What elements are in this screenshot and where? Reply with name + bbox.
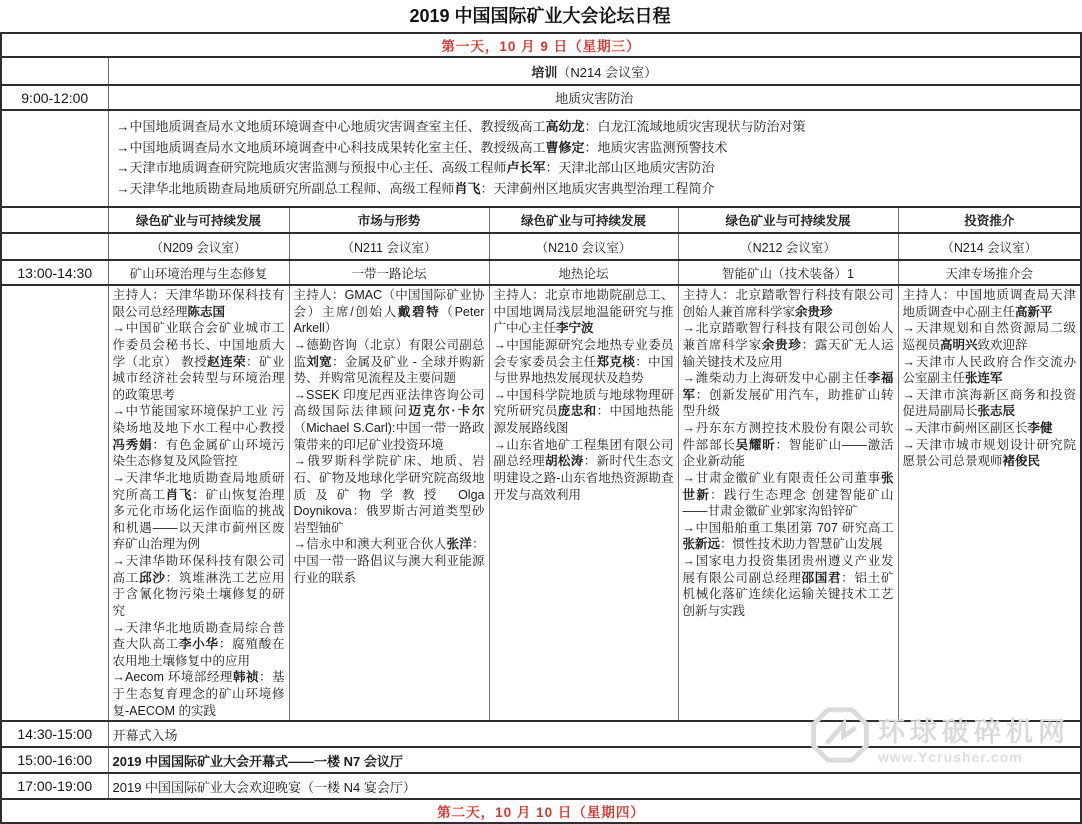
paragraph: →中国矿业联合会矿业城市工作委员会秘书长、中国地质大学（北京） 教授赵连荣：矿业城市经济社会转型与环境治理的政策思考 xyxy=(112,321,285,402)
paragraph: 主持人：北京市地勘院副总工、中国地调局浅层地温能研究与推广中心主任李宁波 xyxy=(493,288,674,336)
paragraph: →潍柴动力上海研发中心副主任李福军：创新发展矿用汽车，助推矿山转型升级 xyxy=(682,371,894,419)
session-title-cell: 智能矿山（技术装备）1 xyxy=(678,260,898,285)
banquet-event-cell: 2019 中国国际矿业大会欢迎晚宴（一楼 N4 宴会厅） xyxy=(108,773,1081,799)
paragraph: →天津华北地质勘查局地质研究所副总工程师、高级工程师肖飞：天津蓟州区地质灾害典型治理工程简介 xyxy=(116,180,715,196)
track-header-row xyxy=(1,207,1081,233)
paragraph: 主持人：GMAC（中国国际矿业协会）主席/创始人戴碧特（Peter Arkell） xyxy=(293,288,485,336)
room-cell: （N211 会议室） xyxy=(289,233,489,260)
watermark-site-url: www.Ycrusher.com xyxy=(878,749,1023,765)
empty-time-cell xyxy=(1,207,108,233)
day2-row xyxy=(1,799,1081,823)
track-header-cell: 市场与形势 xyxy=(289,207,489,233)
paragraph: →天津市人民政府合作交流办公室副主任张连军 xyxy=(902,354,1077,386)
training-title-cell xyxy=(108,57,1081,85)
day1-banner: 第一天，10 月 9 日（星期三） xyxy=(1,33,1081,57)
paragraph: 主持人：北京踏歌智行科技有限公司创始人兼首席科学家余贵珍 xyxy=(682,288,894,319)
day1-row xyxy=(1,33,1081,57)
morning-topic-row xyxy=(1,85,1081,110)
paragraph: →丹东东方测控技术股份有限公司软件部部长吴耀昕：智能矿山——激活企业新动能 xyxy=(682,421,894,469)
paragraph: →甘肃金徽矿业有限责任公司董事张世新：践行生态理念 创建智能矿山——甘肃金徽矿业郭家沟铅锌矿 xyxy=(682,470,894,519)
paragraph: →天津市蓟州区副区长李健 xyxy=(902,421,1053,435)
session-title-cell: 矿山环境治理与生态修复 xyxy=(108,260,289,285)
schedule-table xyxy=(0,32,1082,824)
track-header-cell: 绿色矿业与可持续发展 xyxy=(489,207,678,233)
paragraph: 主持人：天津华勘环保科技有限公司总经理陈志国 xyxy=(112,288,285,319)
paragraph: →天津华北地质勘查局地质研究所高工肖飞：矿山恢复治理多元化市场化运作面临的挑战和机遇——以天津市蓟州区废弃矿山治理为例 xyxy=(112,470,285,552)
paragraph: →中国船舶重工集团第 707 研究高工张新远：惯性技术助力智慧矿山发展 xyxy=(682,520,894,552)
empty-time-cell xyxy=(1,285,108,721)
training-row xyxy=(1,57,1081,85)
paragraph: →北京踏歌智行科技有限公司创始人兼首席科学家余贵珍：露天矿无人运输关键技术及应用 xyxy=(682,321,894,369)
session-content-cell xyxy=(289,285,489,721)
afternoon-time-cell: 13:00-14:30 xyxy=(1,260,108,285)
session-content-cell xyxy=(489,285,678,721)
session-title-cell: 天津专场推介会 xyxy=(898,260,1081,285)
paragraph: →天津市滨海新区商务和投资促进局副局长张志辰 xyxy=(902,387,1077,419)
paragraph: →信永中和澳大利亚合伙人张洋：中国一带一路倡议与澳大利亚能源行业的联系 xyxy=(293,537,485,585)
session-title-cell: 地热论坛 xyxy=(489,260,678,285)
room-cell: （N210 会议室） xyxy=(489,233,678,260)
entry-row xyxy=(1,721,1081,747)
morning-topic-cell: 地质灾害防治 xyxy=(108,85,1081,110)
paragraph: →天津华北地质勘查局综合普查大队高工李小华：腐殖酸在农用地土壤修复中的应用 xyxy=(112,620,285,668)
paragraph: →山东省地矿工程集团有限公司副总经理胡松涛：新时代生态文明建设之路-山东省地热资源勘查开发与高效利用 xyxy=(493,437,674,502)
session-content-cell xyxy=(108,285,289,721)
empty-time-cell xyxy=(1,57,108,85)
empty-time-cell xyxy=(1,110,108,207)
paragraph: →天津华勘环保科技有限公司高工邱沙：筑堆淋洗工艺应用于含氰化物污染土壤修复的研究 xyxy=(112,554,285,618)
track-header-cell: 绿色矿业与可持续发展 xyxy=(678,207,898,233)
paragraph: →中国地质调查局水文地质环境调查中心地质灾害调查室主任、教授级高工高幼龙：白龙江流域地质灾害现状与防治对策 xyxy=(116,119,806,134)
paragraph: →天津规划和自然资源局二级巡视员高明兴致欢迎辞 xyxy=(902,321,1077,352)
entry-time-cell: 14:30-15:00 xyxy=(1,721,108,747)
paragraph: →中节能国家环境保护工业 污染场地及地下水工程中心教授冯秀娟：有色金属矿山环境污染生态修复及风险管控 xyxy=(112,404,285,469)
paragraph: 培训（N214 会议室） xyxy=(531,64,658,80)
session-content-row xyxy=(1,285,1081,721)
paragraph: →天津市城市规划设计研究院愿景公司总景观师褚俊民 xyxy=(902,437,1077,469)
room-cell: （N209 会议室） xyxy=(108,233,289,260)
session-content-cell xyxy=(898,285,1081,721)
room-row xyxy=(1,233,1081,260)
morning-speakers-cell xyxy=(108,110,1081,207)
session-content-cell xyxy=(678,285,898,721)
entry-event-cell: 开幕式入场 xyxy=(108,721,1081,747)
empty-time-cell xyxy=(1,233,108,260)
paragraph: →中国能源研究会地热专业委员会专家委员会主任郑克棪：中国与世界地热发展现状及趋势 xyxy=(493,337,674,386)
paragraph: →俄罗斯科学院矿床、地质、岩石、矿物及地球化学研究院高级地质及矿物学教授 Olga Doynikova：俄罗斯古河道类型砂岩型铀矿 xyxy=(293,454,485,535)
room-cell: （N214 会议室） xyxy=(898,233,1081,260)
room-cell: （N212 会议室） xyxy=(678,233,898,260)
watermark-site-name: 环球破碎机网 xyxy=(878,717,1070,747)
banquet-time-cell: 17:00-19:00 xyxy=(1,773,108,799)
paragraph: →天津市地质调查研究院地质灾害监测与预报中心主任、高级工程师卢长军：天津北部山区地质灾害防治 xyxy=(116,160,715,175)
banquet-row xyxy=(1,773,1081,799)
paragraph: →国家电力投资集团贵州遵义产业发展有限公司副总经理邵国君：铝土矿机械化落矿连续化运输关键技术工艺创新与实践 xyxy=(682,554,894,618)
opening-event-cell: 2019 中国国际矿业大会开幕式——一楼 N7 会议厅 xyxy=(108,747,1081,773)
paragraph: →中国地质调查局水文地质环境调查中心科技成果转化室主任、教授级高工曹修定：地质灾害监测预警技术 xyxy=(116,139,728,155)
morning-speakers-row xyxy=(1,110,1081,207)
paragraph: →SSEK 印度尼西亚法律咨询公司高级国际法律顾问迈克尔·卡尔（Michael S.Carl):中国一带一路政策带来的印尼矿业投资环境 xyxy=(293,387,485,452)
paragraph: →德勤咨询（北京）有限公司副总监刘宽：金属及矿业 - 全球并购新势、并购常见流程及主要问题 xyxy=(293,337,485,386)
session-title-row xyxy=(1,260,1081,285)
opening-ceremony-row xyxy=(1,747,1081,773)
track-header-cell: 投资推介 xyxy=(898,207,1081,233)
paragraph: 主持人：中国地质调查局天津地质调查中心副主任高新平 xyxy=(902,288,1077,319)
opening-time-cell: 15:00-16:00 xyxy=(1,747,108,773)
paragraph: →Aecom 环境部经理韩祯：基于生态复育理念的矿山环境修复-AECOM 的实践 xyxy=(112,670,285,718)
session-title-cell: 一带一路论坛 xyxy=(289,260,489,285)
page-title: 2019 中国国际矿业大会论坛日程 xyxy=(409,6,671,26)
day2-banner: 第二天，10 月 10 日（星期四） xyxy=(1,799,1081,823)
morning-time-cell: 9:00-12:00 xyxy=(1,85,108,110)
track-header-cell: 绿色矿业与可持续发展 xyxy=(108,207,289,233)
paragraph: →中国科学院地质与地球物理研究所研究员庞忠和：中国地热能源发展路线图 xyxy=(493,387,674,435)
